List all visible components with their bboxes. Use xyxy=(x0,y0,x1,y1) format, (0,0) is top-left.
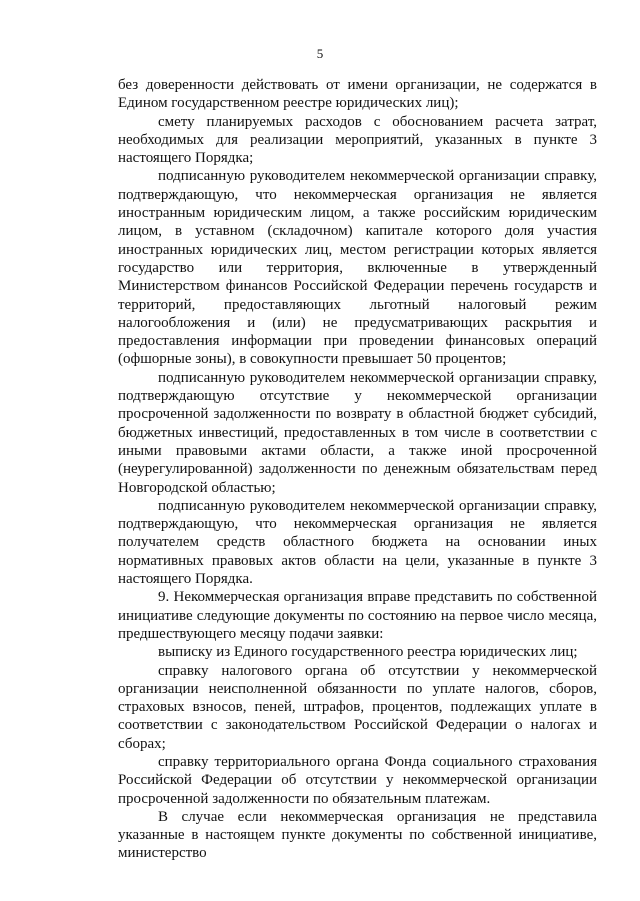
paragraph: выписку из Единого государственного реестра юридических лиц; xyxy=(158,644,578,661)
paragraph: 9. Некоммерческая организация вправе представить по собственной инициативе следующие документы по состоянию на первое число месяца, предшествующего месяцу подачи заявки: xyxy=(118,589,597,642)
page-number: 5 xyxy=(316,46,324,61)
paragraph: подписанную руководителем некоммерческой организации справку, подтверждающую, что некоммерческая организация не является получателем средств областного бюджета на основании иных нормативных правовых актов области на цели, указанные в пункте 3 настоящего Порядка. xyxy=(118,497,597,588)
paragraph: справку территориального органа Фонда социального страхования Российской Федерации об отсутствии у некоммерческой организации просроченной задолженности по обязательным платежам. xyxy=(118,753,597,807)
paragraph: подписанную руководителем некоммерческой организации справку, подтверждающую отсутствие у некоммерческой организации просроченной задолженности по возврату в областной бюджет субсидий, бюджетных инвестиций, предоставленных в том числе в соответствии с иными правовыми актами области, а также иной просроченной (неурегулированной) задолженности по денежным обязательствам перед Новгородской областью; xyxy=(118,369,597,496)
paragraph: без доверенности действовать от имени организации, не содержатся в Едином государственном реестре юридических лиц); xyxy=(118,77,597,112)
paragraph: В случае если некоммерческая организация не представила указанные в настоящем пункте документы по собственной инициативе, министерство xyxy=(118,808,597,862)
document-body xyxy=(118,76,597,863)
paragraph: справку налогового органа об отсутствии у некоммерческой организации неисполненной обязанности по уплате налогов, сборов, страховых взносов, пеней, штрафов, процентов, подлежащих уплате в соответствии с законодательством Российской Федерации о налогах и сборах; xyxy=(118,662,597,752)
paragraph: подписанную руководителем некоммерческой организации справку, подтверждающую, что некоммерческая организация не является иностранным юридическим лицом, а также российским юридическим лицом, в уставном (складочном) капитале которого доля участия иностранных юридических лиц, местом регистрации которых является государство или территория, включенные в утвержденный Министерством финансов Российской Федерации перечень государств и территорий, предоставляющих льготный налоговый режим налогообложения и (или) не предусматривающих раскрытия и предоставления информации при проведении финансовых операций (офшорные зоны), в совокупности превышает 50 процентов; xyxy=(118,168,597,368)
paragraph: смету планируемых расходов с обоснованием расчета затрат, необходимых для реализации мероприятий, указанных в пункте 3 настоящего Порядка; xyxy=(118,113,597,167)
